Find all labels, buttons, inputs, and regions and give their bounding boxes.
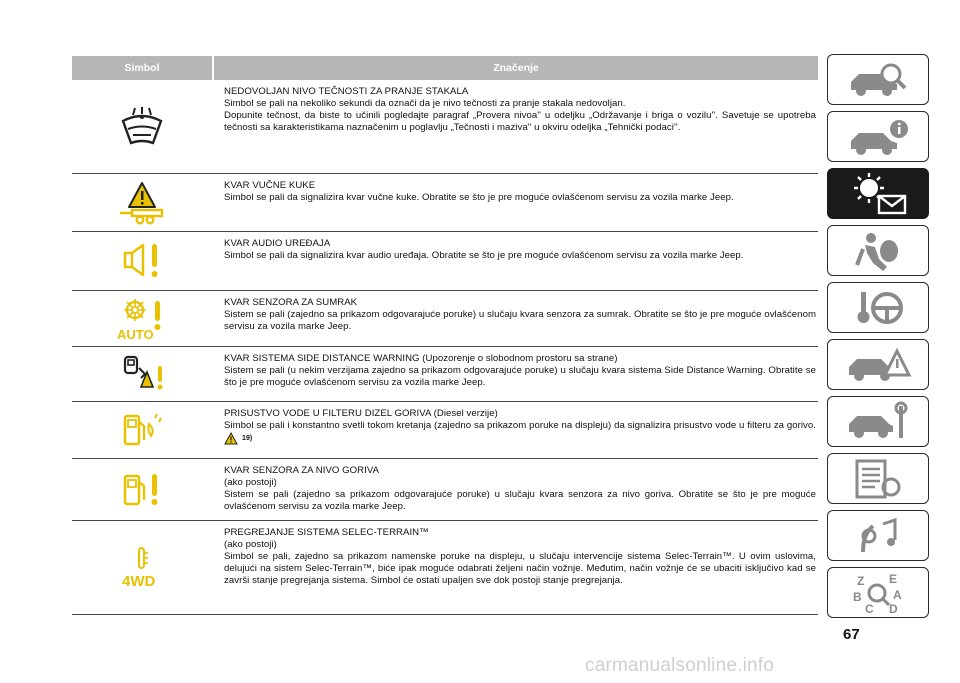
- row-title: PRISUSTVO VODE U FILTERU DIZEL GORIVA (Diesel verzije): [224, 408, 498, 419]
- chapter-tabs: [827, 54, 929, 624]
- fuel-level-sensor-failure-icon: [72, 459, 212, 520]
- steering-wheel-key-icon: [843, 286, 913, 330]
- table-header: [72, 56, 818, 80]
- page-number: 67: [843, 626, 860, 643]
- row-text: Simbol se pali, zajedno sa prikazom namenske poruke na displeju, u slučaju intervencije sistema Selec-Terrain™. U ovim uslovima, delujući na sistem Selec-Terrain™, biće ipak moguće odabrati željeni način vožnje. Međutim, način vožnje će se ubaciti isključivo kad se završi stanje pregrejanja sistema. Simbol će ostati upaljen sve dok postoji stanje pregrejanja.: [224, 551, 816, 587]
- table-row: [72, 174, 818, 232]
- row-title: PREGREJANJE SISTEMA SELEC-TERRAIN™: [224, 527, 429, 538]
- car-info-icon: [843, 117, 913, 157]
- airbag-safety-icon: [843, 229, 913, 273]
- table-row: [72, 232, 818, 291]
- trailer-hitch-warning-icon: [72, 174, 212, 231]
- row-title: NEDOVOLJAN NIVO TEČNOSTI ZA PRANJE STAKALA: [224, 86, 469, 97]
- table-row: [72, 521, 818, 615]
- row-title: KVAR SENZORA ZA NIVO GORIVA: [224, 465, 380, 476]
- warning-light-message-icon: [843, 172, 913, 216]
- tab-maintenance[interactable]: [827, 396, 929, 447]
- row-text: Sistem se pali (zajedno sa prikazom odgovarajuće poruke) u slučaju kvara senzora za sumrak. Obratite se što je pre moguće ovlašćenom servisu za vozila marke Jeep.: [224, 309, 816, 333]
- warning-symbols-table: [72, 56, 818, 615]
- watermark: carmanualsonline.info: [585, 655, 775, 676]
- selec-terrain-overheat-icon: [72, 521, 212, 614]
- svg-text:A: A: [893, 587, 902, 602]
- washer-fluid-level-icon: [72, 80, 212, 173]
- svg-text:D: D: [889, 601, 898, 616]
- row-title: KVAR VUČNE KUKE: [224, 180, 316, 191]
- technical-data-icon: [843, 457, 913, 501]
- auto-light-sensor-failure-icon: [72, 291, 212, 346]
- header-symbol: Simbol: [124, 62, 160, 74]
- row-text: Dopunite tečnost, da biste to učinili pogledajte paragraf „Provera nivoa'' u odeljku „Održavanje i briga o vozilu''. Savetuje se upotreba tečnosti sa karakteristikama naznačenim u poglavlju „Tečnosti i maziva'' u okviru odeljka „Tehnički podaci''.: [224, 110, 816, 134]
- svg-text:B: B: [853, 589, 862, 604]
- table-row: [72, 291, 818, 347]
- caution-icon: [224, 432, 238, 445]
- auto-label: AUTO: [117, 326, 154, 341]
- table-row: [72, 402, 818, 459]
- car-wrench-icon: [843, 400, 913, 444]
- svg-text:C: C: [865, 601, 874, 616]
- row-text: Simbol se pali na nekoliko sekundi da označi da je nivo tečnosti za pranje stakala nedovoljan.: [224, 98, 626, 110]
- row-text: (ako postoji): [224, 477, 277, 489]
- row-text: Sistem se pali (zajedno sa prikazom odgovarajuće poruke) u slučaju kvara senzora za nivo goriva. Obratite se što je pre moguće ovlašćenom servisu za vozila marke Jeep.: [224, 489, 816, 513]
- car-search-icon: [843, 60, 913, 100]
- tab-safety[interactable]: [827, 225, 929, 276]
- tab-multimedia[interactable]: [827, 510, 929, 561]
- tab-index[interactable]: [827, 567, 929, 618]
- tab-car-search[interactable]: [827, 54, 929, 105]
- audio-device-failure-icon: [72, 232, 212, 290]
- row-text: (ako postoji): [224, 539, 277, 551]
- alphabetical-index-icon: [843, 569, 913, 617]
- row-text: Sistem se pali (u nekim verzijama zajedno sa prikazom odgovarajuće poruke) u slučaju kvara sistema Side Distance Warning. Obratite se što je pre moguće ovlašćenom servisu za vozila marke Jeep.: [224, 365, 816, 389]
- header-meaning: Značenje: [493, 62, 539, 74]
- footnote-ref: 19): [242, 434, 253, 442]
- row-title: KVAR SISTEMA SIDE DISTANCE WARNING (Upozorenje o slobodnom prostoru sa strane): [224, 353, 618, 364]
- table-row: [72, 80, 818, 174]
- row-text: Simbol se pali da signalizira kvar audio uređaja. Obratite se što je pre moguće ovlašćenom servisu za vozila marke Jeep.: [224, 250, 744, 262]
- row-title: KVAR SENZORA ZA SUMRAK: [224, 297, 358, 308]
- tab-technical-data[interactable]: [827, 453, 929, 504]
- fwd-label: 4WD: [122, 572, 156, 590]
- tab-car-info[interactable]: [827, 111, 929, 162]
- table-row: [72, 459, 818, 521]
- table-row: [72, 347, 818, 402]
- row-title: KVAR AUDIO UREĐAJA: [224, 238, 331, 249]
- tab-emergency[interactable]: [827, 339, 929, 390]
- multimedia-icon: [843, 514, 913, 558]
- tab-starting-driving[interactable]: [827, 282, 929, 333]
- tab-warning-lights[interactable]: [827, 168, 929, 219]
- car-emergency-icon: [843, 343, 913, 387]
- side-distance-warning-failure-icon: [72, 347, 212, 401]
- svg-text:E: E: [889, 571, 898, 586]
- row-text: Simbol se pali i konstantno svetli tokom kretanja (zajedno sa prikazom poruke na displeju) da signalizira prisustvo vode u filteru za gorivo. 19): [224, 420, 816, 445]
- row-text: Simbol se pali da signalizira kvar vučne kuke. Obratite se što je pre moguće ovlašćenom servisu za vozila marke Jeep.: [224, 192, 734, 204]
- svg-text:Z: Z: [857, 573, 865, 588]
- water-in-diesel-filter-icon: [72, 402, 212, 458]
